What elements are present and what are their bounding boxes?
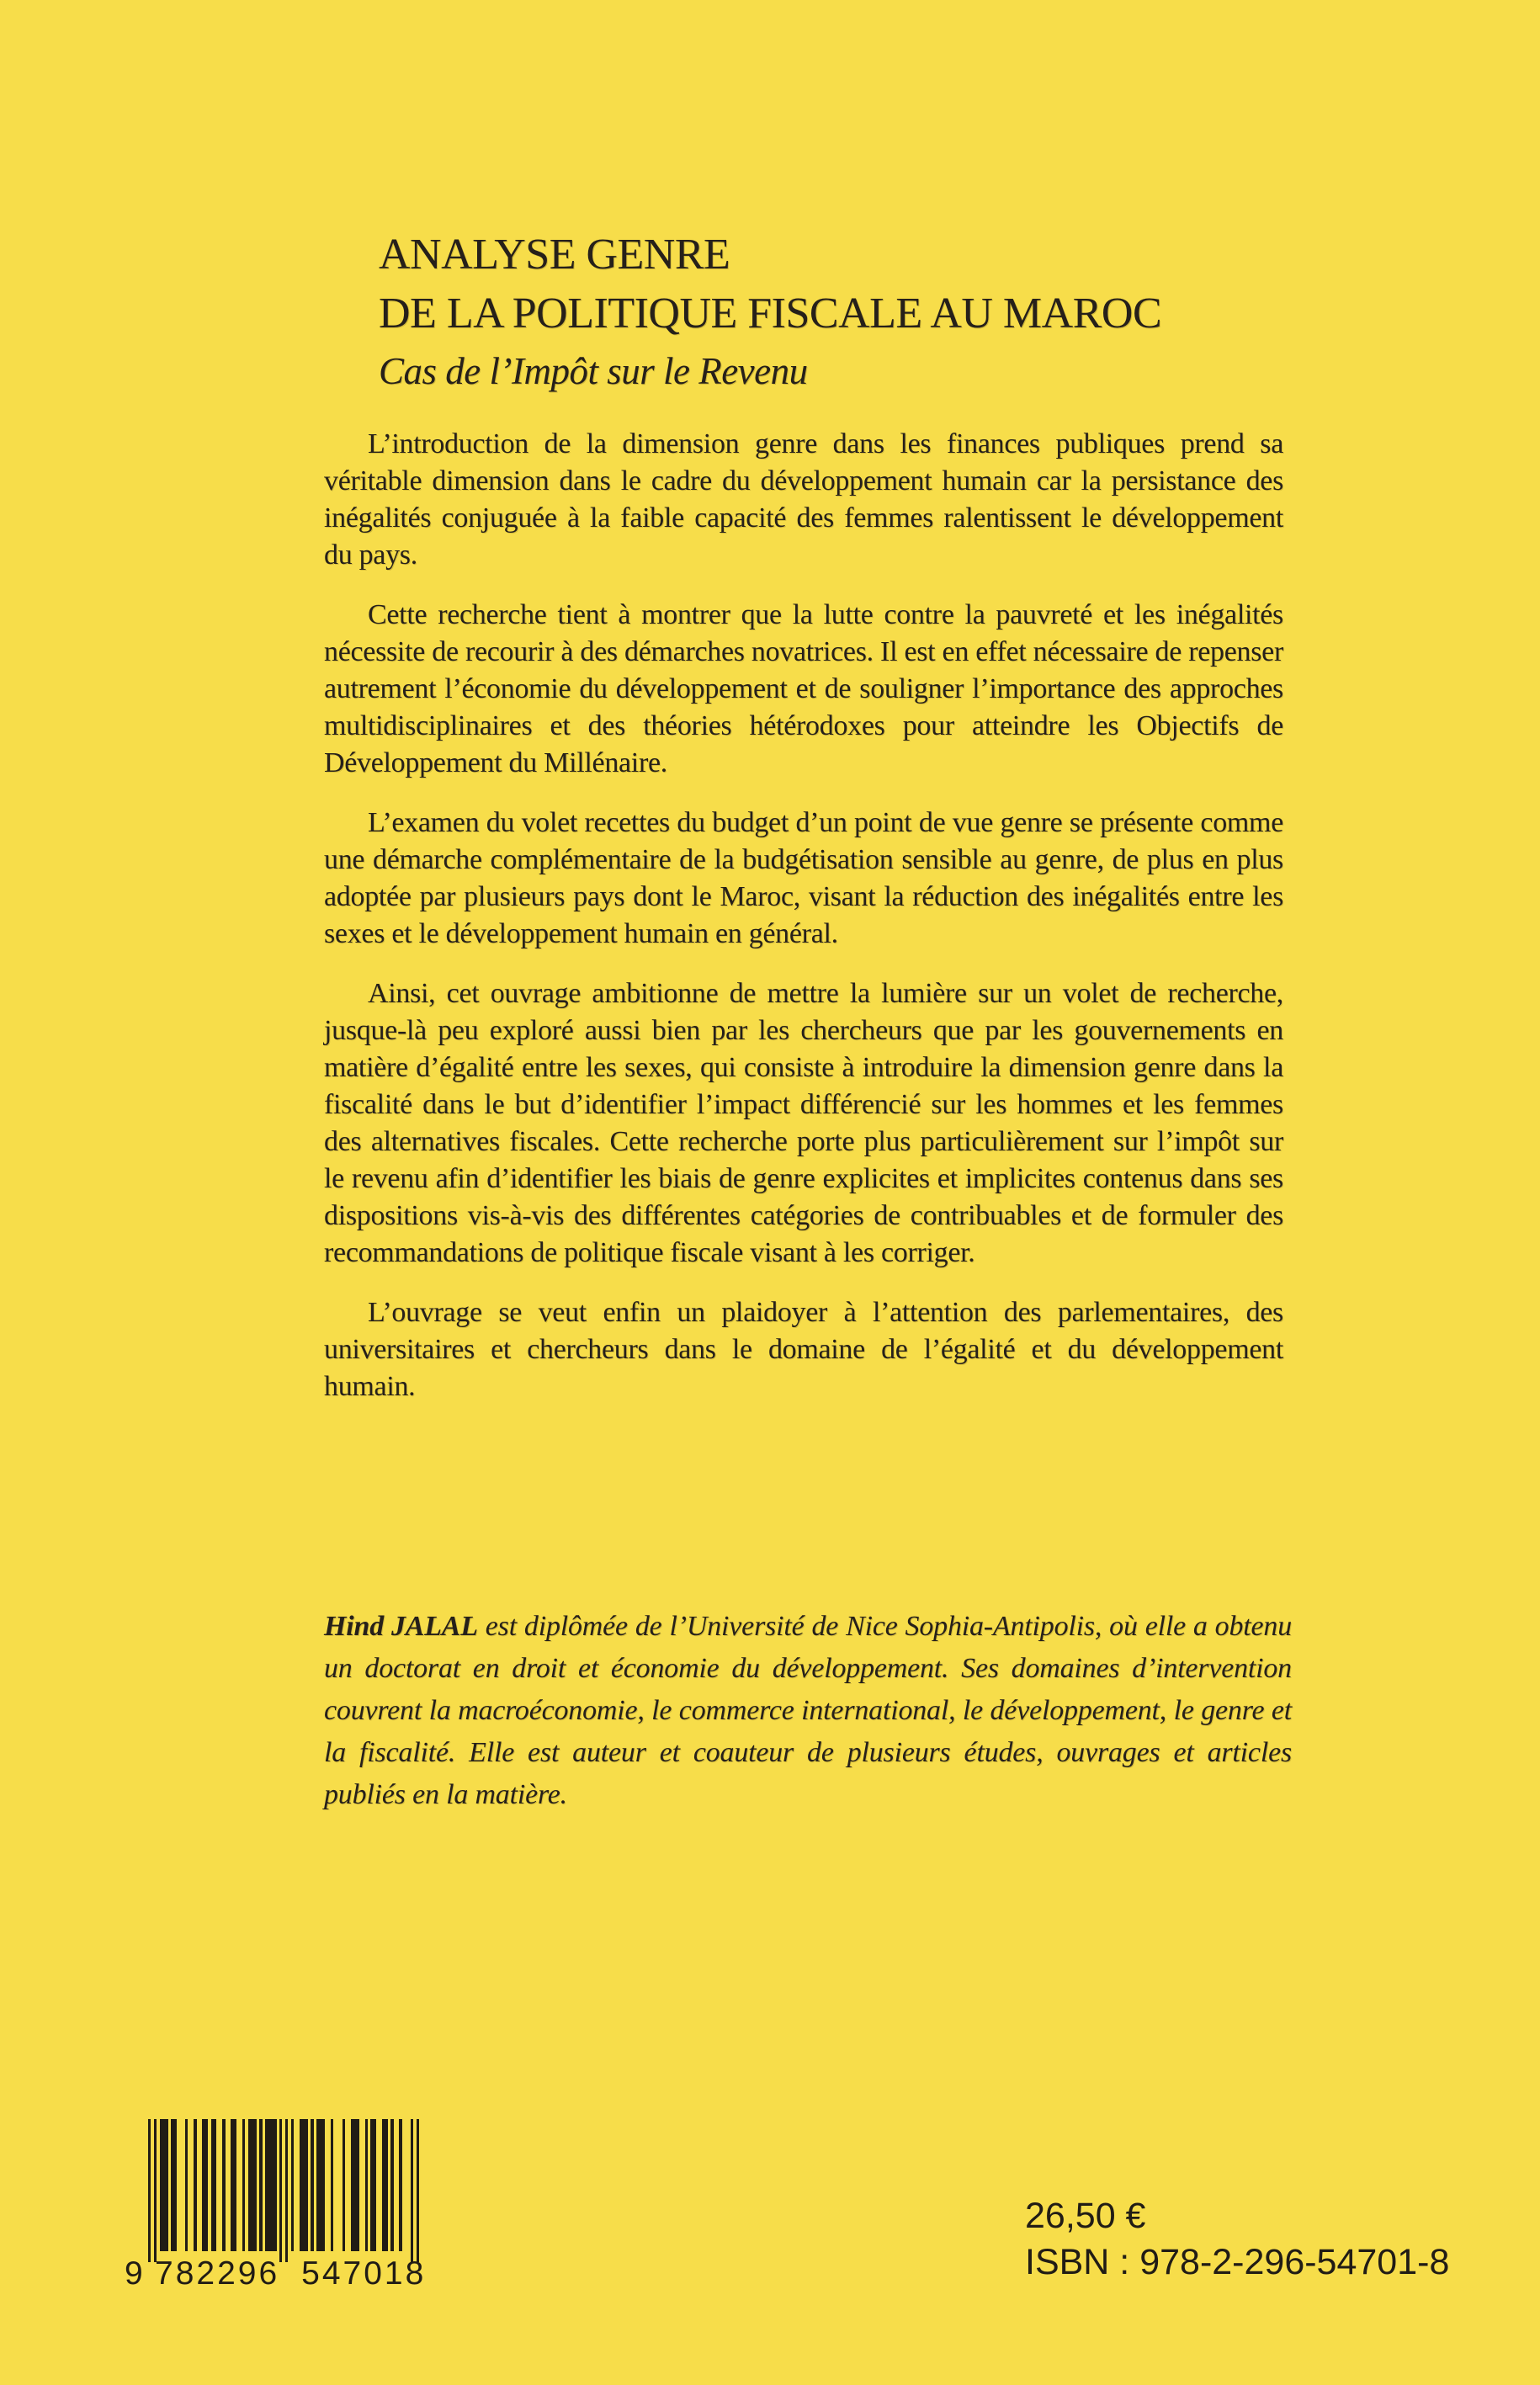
synopsis-paragraph-2: Cette recherche tient à montrer que la lutte contre la pauvreté et les inégalités nécessite de recourir à des démarches novatrices. Il est en effet nécessaire de repenser autrement l’économie du développement et de souligner l’importance des approches multidisciplinaires et des théories hétérodoxes pour atteindre les Objectifs de Développement du Millénaire. — [324, 599, 1283, 778]
book-title-line-2: DE LA POLITIQUE FISCALE AU MAROC — [379, 289, 1162, 337]
author-bio-paragraph — [324, 1606, 1292, 1816]
ean13-barcode — [125, 2119, 426, 2292]
synopsis-paragraph-1: L’introduction de la dimension genre dans les finances publiques prend sa véritable dimension dans le cadre du développement humain car la persistance des inégalités conjuguée à la faible capacité des femmes ralentissent le développement du pays. — [324, 428, 1283, 571]
author-bio — [324, 1606, 1292, 1816]
barcode-digits-group2: 547018 — [301, 2255, 427, 2292]
synopsis-paragraph-3: L’examen du volet recettes du budget d’un point de vue genre se présente comme une démarche complémentaire de la budgétisation sensible au genre, de plus en plus adoptée par plusieurs pays dont le Maroc, visant la réduction des inégalités entre les sexes et le développement humain en général. — [324, 807, 1283, 949]
barcode-lead-digit: 9 — [125, 2255, 143, 2292]
synopsis-paragraph-4: Ainsi, cet ouvrage ambitionne de mettre la lumière sur un volet de recherche, jusque-là peu exploré aussi bien par les chercheurs que par les gouvernements en matière d’égalité entre les sexes, qui consiste à introduire la dimension genre dans la fiscalité dans le but d’identifier l’impact différencié sur les hommes et les femmes des alternatives fiscales. Cette recherche porte plus particulièrement sur l’impôt sur le revenu afin d’identifier les biais de genre explicites et implicites contenus dans ses dispositions vis-à-vis des différentes catégories de contribuables et de formuler des recommandations de politique fiscale visant à les corriger. — [324, 978, 1283, 1268]
book-subtitle: Cas de l’Impôt sur le Revenu — [379, 350, 808, 392]
author-name: Hind JALAL — [324, 1611, 478, 1642]
barcode-bar-module — [417, 2119, 419, 2262]
book-title-line-1: ANALYSE GENRE — [379, 231, 730, 279]
isbn: ISBN : 978-2-296-54701-8 — [1025, 2242, 1450, 2282]
barcode-digits-group1: 782296 — [155, 2255, 280, 2292]
author-bio-text: est diplômée de l’Université de Nice Sophia-Antipolis, où elle a obtenu un doctorat en droit et économie du développement. Ses domaines d’intervention couvrent la macroéconomie, le commerce international, le développement, le genre et la fiscalité. Elle est auteur et coauteur de plusieurs études, ouvrages et articles publiés en la matière. — [324, 1611, 1292, 1810]
price-isbn-block — [1025, 2193, 1449, 2286]
price: 26,50 € — [1025, 2196, 1146, 2236]
synopsis-paragraph-5: L’ouvrage se veut enfin un plaidoyer à l’attention des parlementaires, des universitaires et chercheurs dans le domaine de l’égalité et du développement humain. — [324, 1297, 1283, 1402]
barcode-bars — [148, 2119, 426, 2251]
book-title — [379, 226, 1355, 343]
barcode-digits — [125, 2255, 426, 2292]
synopsis-text — [324, 426, 1283, 1428]
title-block — [379, 226, 1355, 397]
